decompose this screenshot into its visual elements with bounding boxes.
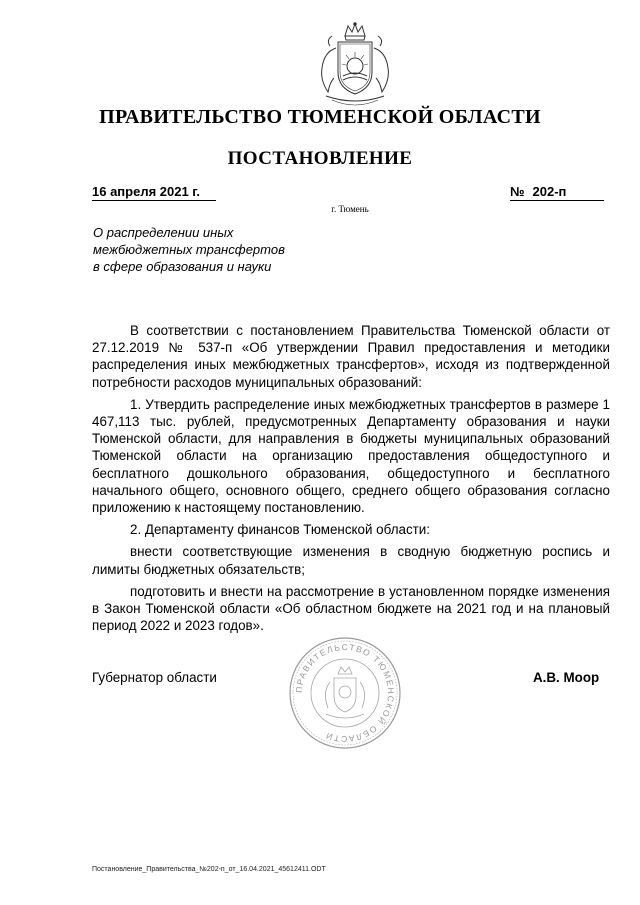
signer-title: Губернатор области [92, 670, 217, 685]
subject-line: межбюджетных трансфертов [93, 242, 285, 257]
government-title: ПРАВИТЕЛЬСТВО ТЮМЕНСКОЙ ОБЛАСТИ [99, 106, 541, 128]
subject-line: в сфере образования и науки [93, 259, 272, 274]
body-paragraph: 1. Утвердить распределение иных межбюджетных трансфертов в размере 1 467,113 тыс. рублей, предусмотренных Департаменту образования и науки Тюменской области, для направления в бюджеты муниципальных образований Тюменской области на организацию предоставления общедоступного и бесплатного дошкольного образования, общедоступного и бесплатного начального общего, основного общего, среднего общего образования согласно приложению к настоящему постановлению. [92, 396, 610, 516]
footer-filename: Постановление_Правительства_№202-п_от_16.04.2021_45612411.ODT [92, 866, 326, 873]
seal-text: ПРАВИТЕЛЬСТВО ТЮМЕНСКОЙ ОБЛАСТИ [293, 641, 397, 745]
document-date: 16 апреля 2021 г. [92, 184, 216, 201]
document-number [510, 184, 604, 201]
document-body [92, 322, 610, 639]
svg-text:ПРАВИТЕЛЬСТВО ТЮМЕНСКОЙ ОБЛАСТ [294, 642, 396, 744]
body-paragraph: подготовить и внести на рассмотрение в установленном порядке изменения в Закон Тюменской области «Об областном бюджете на 2021 год и на плановый период 2022 и 2023 годов». [92, 583, 610, 634]
document-subject [93, 224, 353, 275]
body-paragraph: внести соответствующие изменения в сводную бюджетную роспись и лимиты бюджетных обязательств; [92, 544, 610, 577]
number-value: 202-п [532, 184, 567, 199]
number-prefix: № [510, 184, 525, 199]
signer-name: А.В. Моор [533, 670, 600, 685]
body-paragraph: В соответствии с постановлением Правительства Тюменской области от 27.12.2019 № 537-п «Об утверждении Правил предоставления и методики распределения иных межбюджетных трансфертов», исходя из подтвержденной потребности расходов муниципальных образований: [92, 323, 610, 390]
document-type: ПОСТАНОВЛЕНИЕ [227, 148, 413, 169]
subject-line: О распределении иных [93, 225, 234, 240]
body-paragraph: 2. Департаменту финансов Тюменской области: [130, 522, 430, 538]
coat-of-arms-icon [310, 22, 400, 110]
official-seal-icon [288, 636, 402, 750]
document-city: г. Тюмень [331, 204, 369, 214]
